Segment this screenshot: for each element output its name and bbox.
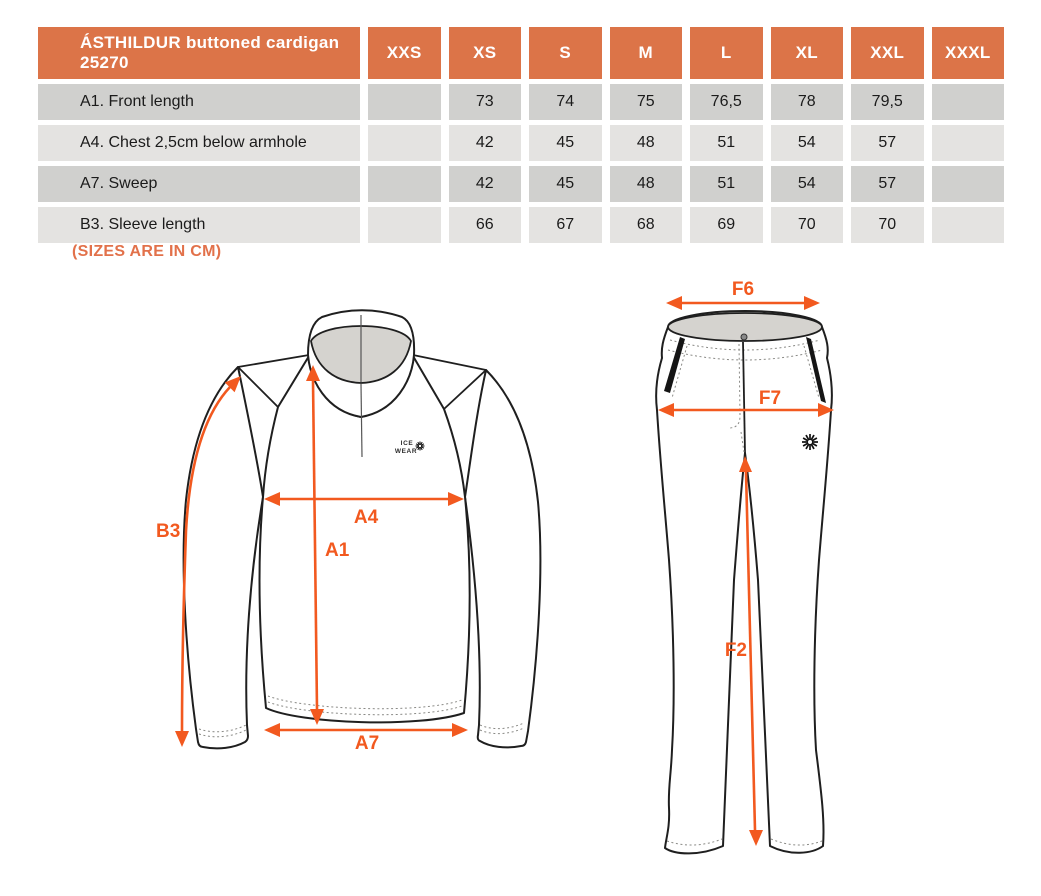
b3-arrowhead-bottom — [175, 731, 189, 747]
row-label: B3. Sleeve length — [38, 207, 360, 243]
size-cell: 69 — [690, 207, 763, 243]
size-column-header: M — [610, 27, 683, 79]
size-cell: 45 — [529, 166, 602, 202]
sizes-note: (SIZES ARE IN CM) — [72, 243, 222, 260]
table-header-row — [38, 27, 1004, 79]
table-row — [38, 166, 1004, 202]
size-cell: 54 — [771, 125, 844, 161]
size-cell: 70 — [851, 207, 924, 243]
row-label: A1. Front length — [38, 84, 360, 120]
size-cell — [932, 84, 1005, 120]
size-column-header: XS — [449, 27, 522, 79]
table-row — [38, 207, 1004, 243]
a4-label: A4 — [353, 507, 379, 528]
size-cell: 79,5 — [851, 84, 924, 120]
size-cell: 74 — [529, 84, 602, 120]
a7-arrowhead-right — [452, 723, 468, 737]
size-cell: 42 — [449, 166, 522, 202]
sweater-drawing — [156, 310, 540, 754]
size-table — [30, 22, 1012, 248]
row-label: A7. Sweep — [38, 166, 360, 202]
size-cell: 45 — [529, 125, 602, 161]
a7-arrowhead-left — [264, 723, 280, 737]
size-cell: 73 — [449, 84, 522, 120]
size-cell — [368, 166, 441, 202]
f2-label: F2 — [724, 640, 747, 661]
size-column-header: XXS — [368, 27, 441, 79]
size-cell: 42 — [449, 125, 522, 161]
sweater-left-sleeve — [184, 367, 263, 748]
f6-label: F6 — [731, 280, 755, 300]
size-cell — [368, 84, 441, 120]
size-cell: 67 — [529, 207, 602, 243]
size-cell: 78 — [771, 84, 844, 120]
size-cell — [932, 207, 1005, 243]
table-row — [38, 84, 1004, 120]
row-label: A4. Chest 2,5cm below armhole — [38, 125, 360, 161]
size-cell — [368, 125, 441, 161]
pants-drawing — [656, 280, 834, 853]
b3-label: B3 — [156, 521, 181, 542]
size-column-header: XXXL — [932, 27, 1005, 79]
size-cell — [932, 166, 1005, 202]
table-row — [38, 125, 1004, 161]
a7-label: A7 — [354, 733, 380, 754]
pants-diagram — [620, 280, 920, 896]
size-cell: 48 — [610, 166, 683, 202]
size-cell — [368, 207, 441, 243]
size-cell: 54 — [771, 166, 844, 202]
sweater-diagram — [150, 285, 570, 785]
f2-arrowhead-bottom — [749, 830, 763, 846]
size-cell: 48 — [610, 125, 683, 161]
size-cell: 68 — [610, 207, 683, 243]
product-title: ÁSTHILDUR buttoned cardigan 25270 — [38, 27, 360, 79]
f6-arrowhead-left — [666, 296, 682, 310]
brand-logo-text-top: ICE — [400, 440, 414, 447]
size-column-header: XXL — [851, 27, 924, 79]
size-cell: 66 — [449, 207, 522, 243]
size-cell: 70 — [771, 207, 844, 243]
size-column-header: XL — [771, 27, 844, 79]
size-cell: 75 — [610, 84, 683, 120]
waist-button — [741, 334, 747, 340]
size-cell: 57 — [851, 125, 924, 161]
size-cell: 76,5 — [690, 84, 763, 120]
sweater-right-sleeve — [465, 370, 540, 747]
size-cell: 57 — [851, 166, 924, 202]
size-cell: 51 — [690, 166, 763, 202]
a1-label: A1 — [325, 540, 350, 561]
f6-arrowhead-right — [804, 296, 820, 310]
brand-logo-text-bottom: WEAR — [394, 448, 418, 455]
size-column-header: L — [690, 27, 763, 79]
size-column-header: S — [529, 27, 602, 79]
size-cell — [932, 125, 1005, 161]
size-cell: 51 — [690, 125, 763, 161]
f7-label: F7 — [758, 388, 782, 409]
